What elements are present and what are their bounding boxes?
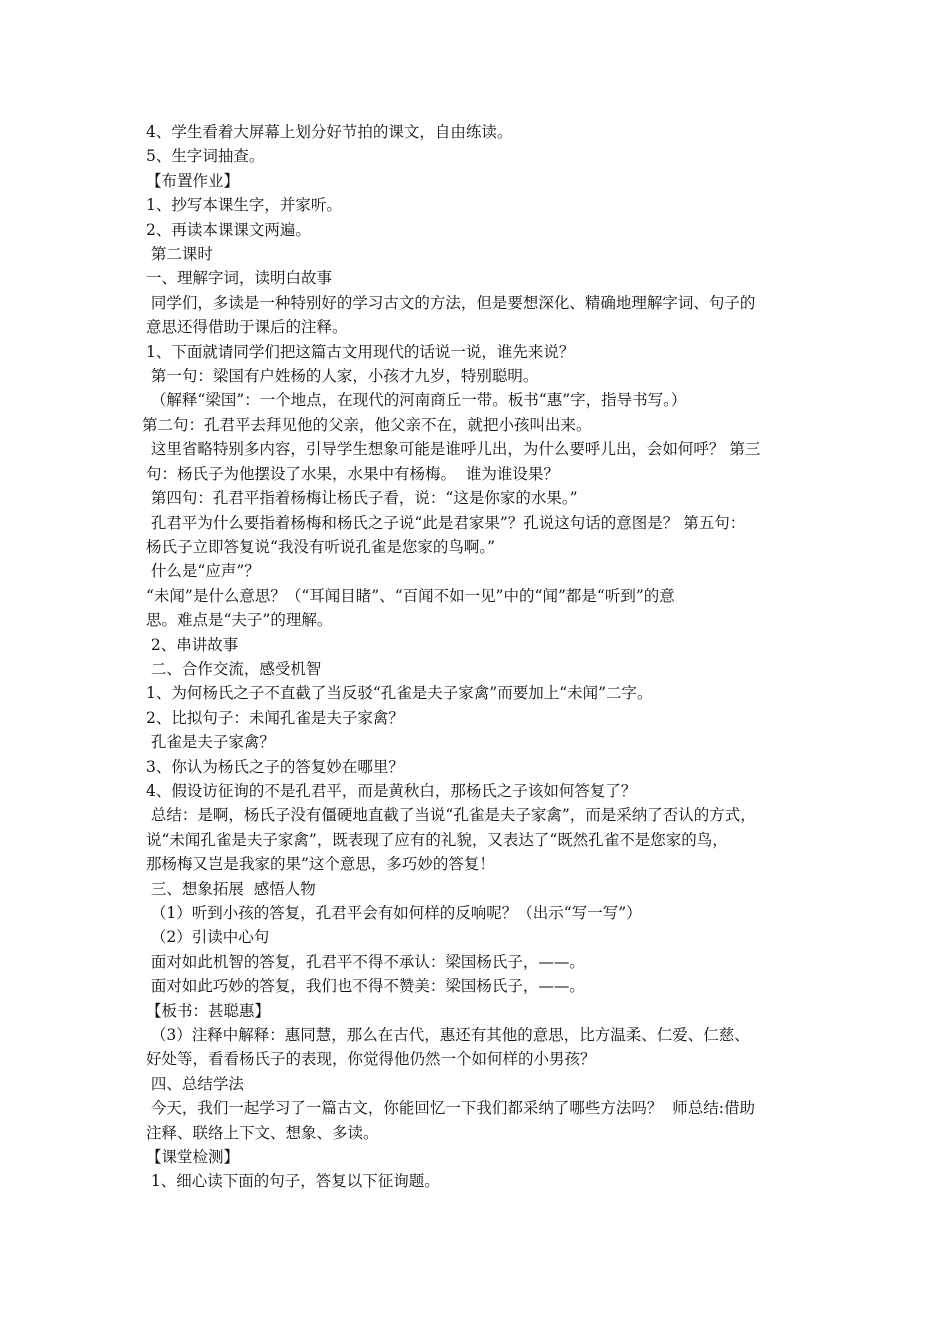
text-line: 2、比拟句子：未闻孔雀是夫子家禽？ — [146, 708, 404, 727]
text-line: 好处等，看看杨氏子的表现，你觉得他仍然一个如何样的小男孩？ — [146, 1050, 596, 1069]
text-line: 第二句：孔君平去拜见他的父亲，他父亲不在，就把小孩叫出来。 — [142, 415, 592, 434]
text-line: 杨氏子立即答复说“我没有听说孔雀是您家的鸟啊。” — [146, 537, 496, 556]
text-line: 第四句：孔君平指着杨梅让杨氏子看，说：“这是你家的水果。” — [146, 489, 578, 508]
text-line: 1、为何杨氏之子不直截了当反驳“孔雀是夫子家禽”而要加上“未闻”二字。 — [146, 684, 653, 703]
text-line: 总结：是啊，杨氏子没有僵硬地直截了当说“孔雀是夫子家禽”，而是采纳了否认的方式， — [146, 806, 756, 825]
text-line: 3、你认为杨氏之子的答复妙在哪里？ — [146, 757, 404, 776]
text-line: 意思还得借助于课后的注释。 — [146, 318, 348, 337]
text-line: 5、生字词抽查。 — [146, 147, 265, 166]
text-line: 注释、联络上下文、想象、多读。 — [146, 1123, 379, 1142]
text-line: （2）引读中心句 — [146, 928, 270, 947]
text-line: 思。难点是“夫子”的理解。 — [146, 611, 333, 630]
text-line: （3）注释中解释：惠同慧，那么在古代，惠还有其他的意思，比方温柔、仁爱、仁慈、 — [146, 1026, 750, 1045]
text-line: 今天，我们一起学习了一篇古文，你能回忆一下我们都采纳了哪些方法吗？ 师总结:借助 — [146, 1099, 756, 1118]
section-heading: 一、理解字词，读明白故事 — [146, 269, 333, 288]
text-line: 句：杨氏子为他摆设了水果，水果中有杨梅。 谁为谁设果？ — [146, 464, 559, 483]
text-line: “未闻”是什么意思？（“耳闻目睹”、“百闻不如一见”中的“闻”都是“听到”的意 — [146, 586, 675, 605]
text-line: 第一句：梁国有户姓杨的人家，小孩才九岁，特别聪明。 — [146, 367, 539, 386]
section-heading: 第二课时 — [146, 245, 213, 264]
text-line: 4、学生看着大屏幕上划分好节拍的课文，自由练读。 — [146, 123, 513, 141]
text-line: 1、抄写本课生字，并家听。 — [146, 196, 342, 215]
text-line: （1）听到小孩的答复，孔君平会有如何样的反响呢？（出示“写一写”） — [146, 904, 642, 922]
text-line: 面对如此机智的答复，孔君平不得不承认：梁国杨氏子，——。 — [146, 952, 585, 971]
section-heading: 四、总结学法 — [146, 1074, 244, 1093]
text-line: 说“未闻孔雀是夫子家禽”，既表现了应有的礼貌，又表达了“既然孔雀不是您家的鸟， — [146, 830, 728, 849]
section-heading: 【课堂检测】 — [146, 1148, 240, 1167]
text-line: 孔君平为什么要指着杨梅和杨氏之子说“此是君家果”？孔说这句话的意图是？ 第五句： — [146, 513, 746, 532]
section-heading: 【布置作业】 — [146, 171, 240, 190]
text-line: 1、细心读下面的句子，答复以下征询题。 — [146, 1172, 440, 1191]
text-line: 面对如此巧妙的答复，我们也不得不赞美：梁国杨氏子，——。 — [146, 977, 585, 996]
text-line: 同学们，多读是一种特别好的学习古文的方法，但是要想深化、精确地理解字词、句子的 — [146, 293, 756, 312]
text-line: 那杨梅又岂是我家的果”这个意思，多巧妙的答复！ — [146, 855, 495, 874]
text-line: 孔雀是夫子家禽？ — [146, 733, 275, 752]
text-line: 4、假设访征询的不是孔君平，而是黄秋白，那杨氏之子该如何答复了？ — [146, 781, 637, 800]
document-page — [142, 120, 826, 1194]
text-line: 2、再读本课课文两遍。 — [146, 220, 311, 239]
section-heading: 【板书：甚聪惠】 — [146, 1001, 271, 1020]
text-line: 2、串讲故事 — [146, 635, 239, 654]
text-line: 这里省略特别多内容，引导学生想象可能是谁呼儿出，为什么要呼儿出，会如何呼？ 第三 — [146, 440, 761, 459]
text-line: 什么是“应声”？ — [146, 562, 260, 581]
section-heading: 二、合作交流，感受机智 — [146, 659, 322, 678]
text-line: 1、下面就请同学们把这篇古文用现代的话说一说，谁先来说？ — [146, 342, 575, 361]
section-heading: 三、想象拓展 感悟人物 — [146, 879, 316, 898]
text-line: （解释“梁国”：一个地点，在现代的河南商丘一带。板书“惠”字，指导书写。） — [146, 391, 687, 410]
